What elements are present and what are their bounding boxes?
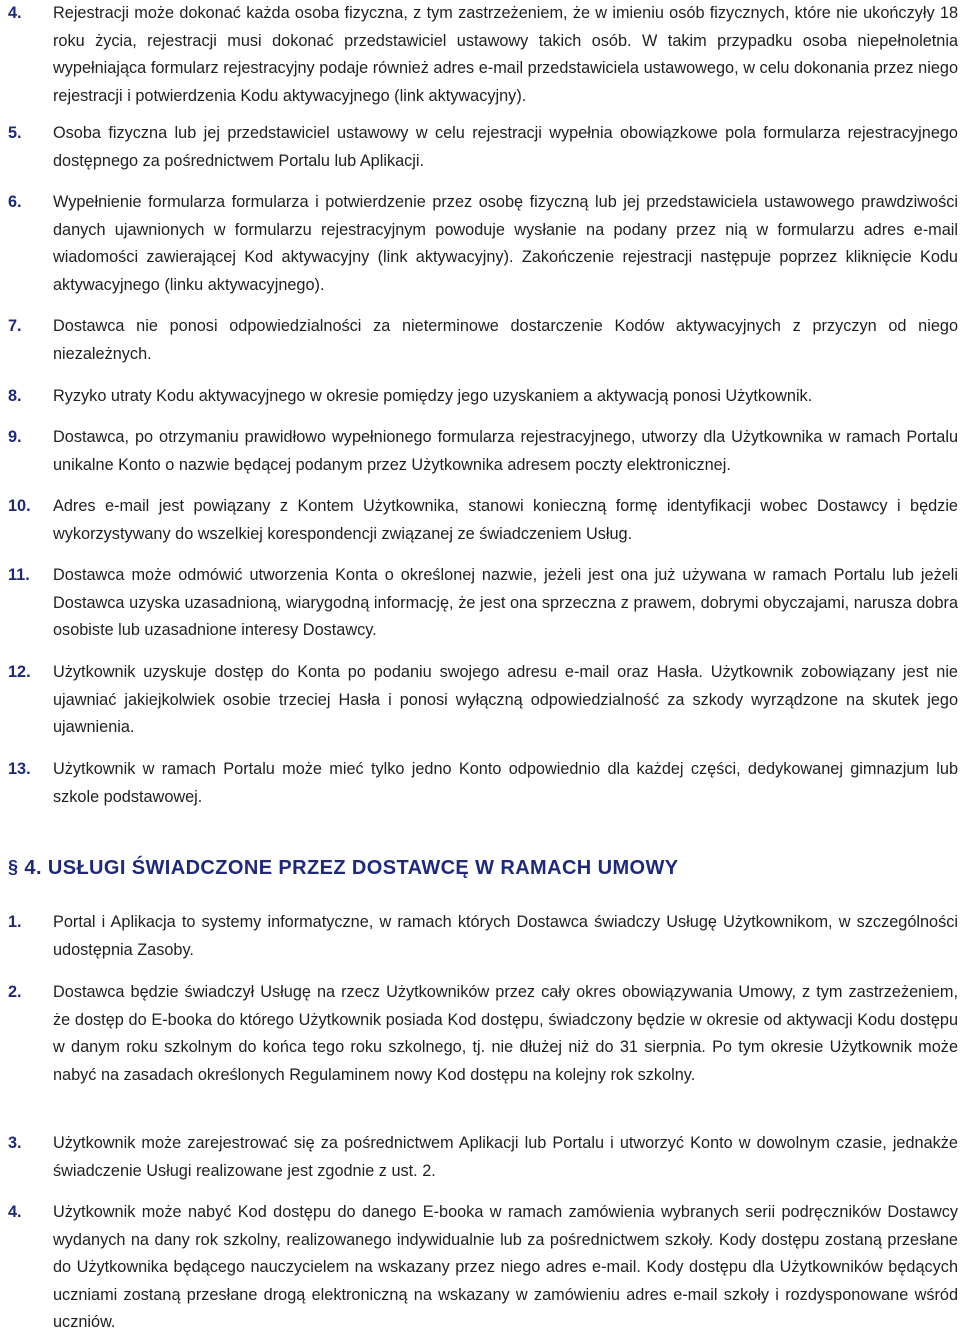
item-number: 9. <box>8 428 22 446</box>
section-heading <box>8 852 678 882</box>
item-number: 10. <box>8 497 31 515</box>
list-item <box>0 383 960 411</box>
list-item <box>0 313 960 368</box>
item-text: Osoba fizyczna lub jej przedstawiciel ustawowy w celu rejestracji wypełnia obowiązkowe pola formularza rejestracyjnego dostępnego za pośrednictwem Portalu lub Aplikacji. <box>53 124 958 170</box>
item-number: 11. <box>8 566 30 584</box>
list-item <box>0 979 960 1117</box>
list-item <box>0 659 960 742</box>
item-number: 1. <box>8 913 22 931</box>
list-item <box>0 1199 960 1335</box>
item-number: 3. <box>8 1134 22 1152</box>
item-number: 12. <box>8 663 31 681</box>
list-item <box>0 120 960 175</box>
item-text: Dostawca może odmówić utworzenia Konta o określonej nazwie, jeżeli jest ona już używana w ramach Portalu lub jeżeli Dostawca uzyska uzasadnioną, wiarygodną informację, że jest ona sprzeczna z prawem, dobrymi obyczajami, narusza dobra osobiste lub uzasadnione interesy Dostawcy. <box>53 566 958 639</box>
item-number: 13. <box>8 760 31 778</box>
item-number: 7. <box>8 317 22 335</box>
item-text: Ryzyko utraty Kodu aktywacyjnego w okresie pomiędzy jego uzyskaniem a aktywacją ponosi Użytkownik. <box>53 387 813 405</box>
item-text: Dostawca nie ponosi odpowiedzialności za nieterminowe dostarczenie Kodów aktywacyjnych z przyczyn od niego niezależnych. <box>53 317 958 363</box>
item-text: Adres e-mail jest powiązany z Kontem Użytkownika, stanowi konieczną formę identyfikacji wobec Dostawcy i będzie wykorzystywany do wszelkiej korespondencji związanej ze świadczeniem Usług. <box>53 497 958 543</box>
item-text: Dostawca będzie świadczył Usługę na rzecz Użytkowników przez cały okres obowiązywania Umowy, z tym zastrzeżeniem, że dostęp do E-booka do którego Użytkownik posiada Kod dostępu, świadczony będzie w okresie od aktywacji Kodu dostępu w danym roku szkolnym do końca tego roku szkolnego, tj. nie dłużej niż do 31 sierpnia. Po tym okresie Użytkownik może nabyć na zasadach określonych Regulaminem nowy Kod dostępu na kolejny rok szkolny. <box>53 983 958 1084</box>
item-number: 8. <box>8 387 22 405</box>
list-item <box>0 424 960 479</box>
section-symbol-icon: § <box>8 857 19 877</box>
item-text: Dostawca, po otrzymaniu prawidłowo wypełnionego formularza rejestracyjnego, utworzy dla Użytkownika w ramach Portalu unikalne Konto o nazwie będącej podanym przez Użytkownika adresem poczty elektronicznej. <box>53 428 958 474</box>
item-text: Portal i Aplikacja to systemy informatyczne, w ramach których Dostawca świadczy Usługę Użytkownikom, w szczególności udostępnia Zasoby. <box>53 913 958 959</box>
list-item <box>0 1130 960 1185</box>
item-number: 4. <box>8 4 22 22</box>
item-number: 6. <box>8 193 22 211</box>
list-item <box>0 562 960 645</box>
item-text: Wypełnienie formularza formularza i potwierdzenie przez osobę fizyczną lub jej przedstawiciela ustawowego prawdziwości danych ujawnionych w formularzu rejestracyjnym powoduje wysłanie na podany przez nią w formularzu adres e-mail wiadomości zawierającej Kod aktywacyjny (link aktywacyjny). Zakończenie rejestracji następuje poprzez kliknięcie Kodu aktywacyjnego (linku aktywacyjnego). <box>53 193 958 294</box>
list-item <box>0 909 960 964</box>
list-item <box>0 189 960 299</box>
item-number: 2. <box>8 983 22 1001</box>
item-text: Użytkownik uzyskuje dostęp do Konta po podaniu swojego adresu e-mail oraz Hasła. Użytkownik zobowiązany jest nie ujawniać jakiejkolwiek osobie trzeciej Hasła i ponosi wyłączną odpowiedzialność za szkody wyrządzone na skutek jego ujawnienia. <box>53 663 958 736</box>
item-text: Użytkownik w ramach Portalu może mieć tylko jedno Konto odpowiednio dla każdej części, dedykowanej gimnazjum lub szkole podstawowej. <box>53 760 958 806</box>
item-text: Rejestracji może dokonać każda osoba fizyczna, z tym zastrzeżeniem, że w imieniu osób fizycznych, które nie ukończyły 18 roku życia, rejestracji musi dokonać przedstawiciel ustawowy takich osób. W takim przypadku osoba niepełnoletnia wypełniająca formularz rejestracyjny podaje również adres e-mail przedstawiciela ustawowego, w celu dokonania przez niego rejestracji i potwierdzenia Kodu aktywacyjnego (link aktywacyjny). <box>53 4 958 105</box>
item-text: Użytkownik może zarejestrować się za pośrednictwem Aplikacji lub Portalu i utworzyć Konto w dowolnym czasie, jednakże świadczenie Usługi realizowane jest zgodnie z ust. 2. <box>53 1134 958 1180</box>
section-title: 4. USŁUGI ŚWIADCZONE PRZEZ DOSTAWCĘ W RAMACH UMOWY <box>24 857 679 879</box>
list-item <box>0 756 960 811</box>
list-item <box>0 0 960 110</box>
item-number: 5. <box>8 124 22 142</box>
item-number: 4. <box>8 1203 22 1221</box>
item-text: Użytkownik może nabyć Kod dostępu do danego E-booka w ramach zamówienia wybranych serii podręczników Dostawcy wydanych na dany rok szkolny, realizowanego indywidualnie lub za pośrednictwem szkoły. Kody dostępu zostaną przesłane do Użytkownika będącego nauczycielem na wskazany przez niego adres e-mail. Kody dostępu dla Użytkowników będących uczniami zostaną przesłane drogą elektroniczną na wskazany w zamówieniu adres e-mail szkoły i rozdysponowane wśród uczniów. <box>53 1203 958 1331</box>
list-item <box>0 493 960 548</box>
